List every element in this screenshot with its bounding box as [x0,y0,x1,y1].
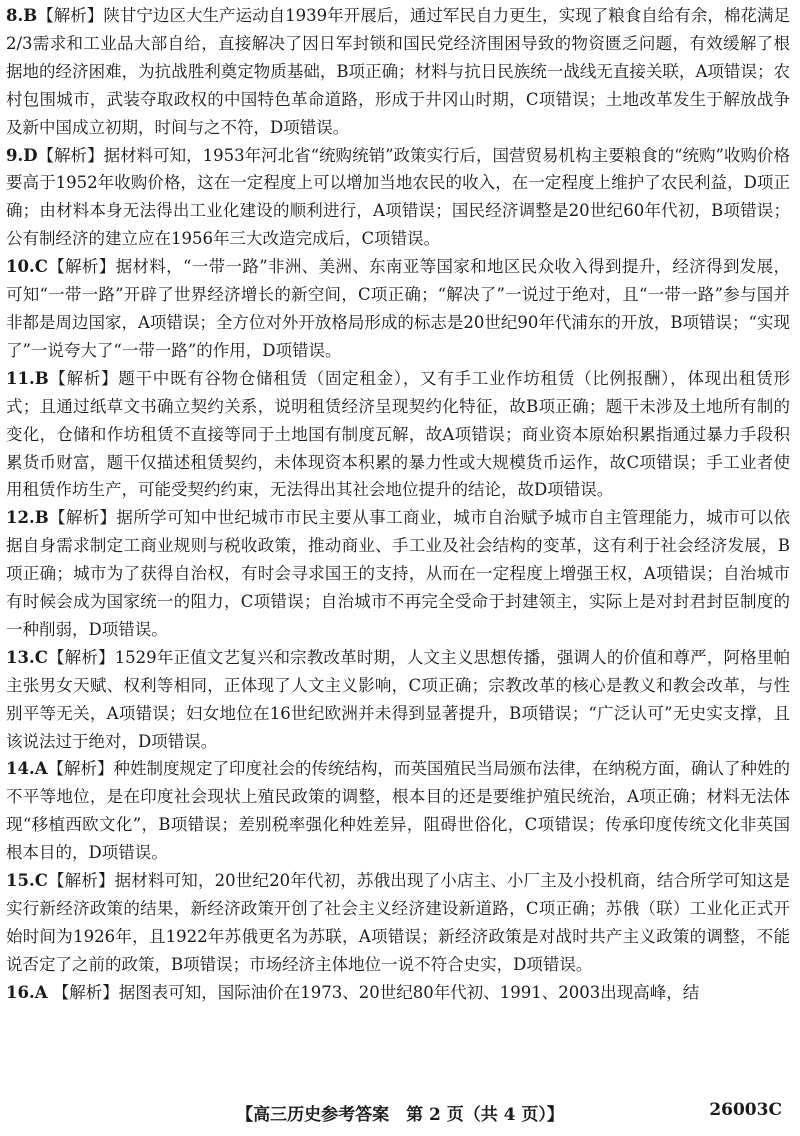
answer-item-10 [6,253,790,365]
answer-explanation: 【解析】种姓制度规定了印度社会的传统结构，而英国殖民当局颁布法律，在纳税方面，确认了种姓的不平等地位，是在印度社会现状上殖民政策的调整，根本目的还是要维护殖民统治，A项正确；材料无法体现“移植西欧文化”，B项错误；差别税率强化种姓差异，阻碍世俗化，C项错误；传承印度传统文化非英国根本目的，D项错误。 [6,759,791,863]
answer-number: 15.C [6,871,48,891]
footer-title: 【高三历史参考答案 第 2 页（共 4 页）】 [236,1105,564,1125]
answer-number: 8.B [6,6,38,25]
answer-explanation: 【解析】据图表可知，国际油价在1973、20世纪80年代初、1991、2003出现高峰，结 [47,982,700,1002]
answer-explanation: 【解析】据所学可知中世纪城市市民主要从事工商业，城市自治赋予城市自主管理能力，城市可以依据自身需求制定工商业规则与税收政策，推动商业、手工业及社会结构的变革，这有利于社会经济发展，B项正确；城市为了获得自治权，有时会寻求国王的支持，从而在一定程度上增强王权，A项错误；自治城市有时候会成为国家统一的阻力，C项错误；自治城市不再完全受命于封建领主，实际上是对封君封臣制度的一种削弱，D项错误。 [6,508,790,639]
answer-item-11 [6,365,790,505]
answer-number: 10.C [6,257,48,277]
answer-item-8 [6,2,790,142]
answer-explanation: 【解析】陕甘宁边区大生产运动自1939年开展后，通过军民自力更生，实现了粮食自给有余，棉花满足2/3需求和工业品大部自给，直接解决了因日军封锁和国民党经济围困导致的物资匮乏问题，有效缓解了根据地的经济困难，为抗战胜利奠定物质基础，B项正确；材料与抗日民族统一战线无直接关联，A项错误；农村包围城市，武装夺取政权的中国特色革命道路，形成于井冈山时期，C项错误；土地改革发生于解放战争及新中国成立初期，时间与之不符，D项错误。 [6,6,790,137]
answer-explanation: 【解析】据材料，“一带一路”非洲、美洲、东南亚等国家和地区民众收入得到提升，经济得到发展，可知“一带一路”开辟了世界经济增长的新空间，C项正确；“解决了”一说过于绝对，且“一带一路”参与国并非都是周边国家，A项错误；全方位对外开放格局形成的标志是20世纪90年代浦东的开放，B项错误；“实现了”一说夸大了“一带一路”的作用，D项错误。 [6,257,790,360]
answer-number: 12.B [6,508,49,528]
answer-item-16 [6,979,790,1007]
answer-number: 16.A [6,982,48,1002]
answer-item-14 [6,755,790,867]
answer-explanation: 【解析】据材料可知，20世纪20年代初，苏俄出现了小店主、小厂主及小投机商，结合所学可知这是实行新经济政策的结果，新经济政策开创了社会主义经济建设新道路，C项正确；苏俄（联）工业化正式开始时间为1926年，且1922年苏俄更名为苏联，A项错误；新经济政策是对战时共产主义政策的调整，不能说否定了之前的政策，B项错误；市场经济主体地位一说不符合史实，D项错误。 [6,871,790,974]
answer-explanation: 【解析】1529年正值文艺复兴和宗教改革时期，人文主义思想传播，强调人的价值和尊严，阿格里帕主张男女天赋、权利等相同，正体现了人文主义影响，C项正确；宗教改革的核心是教义和教会改革，与性别平等无关，A项错误；妇女地位在16世纪欧洲并未得到显著提升，B项错误；“广泛认可”无史实支撑，且该说法过于绝对，D项错误。 [6,647,790,751]
answer-number: 14.A [6,759,48,779]
answer-item-13 [6,644,790,756]
answer-item-12 [6,504,790,644]
answer-number: 9.D [6,145,38,165]
answer-number: 13.C [6,647,48,667]
answer-item-15 [6,867,790,979]
answer-number: 11.B [6,368,49,388]
answer-explanation: 【解析】题干中既有谷物仓储租赁（固定租金），又有手工业作坊租赁（比例报酬），体现出租赁形式；且通过纸草文书确立契约关系，说明租赁经济呈现契约化特征，故B项正确；题干未涉及土地所有制的变化，仓储和作坊租赁不直接等同于土地国有制度瓦解，故A项错误；商业资本原始积累指通过暴力手段积累货币财富，题干仅描述租赁契约，未体现资本积累的暴力性或大规模货币运作，故C项错误；手工业者使用租赁作坊生产，可能受契约约束，无法得出其社会地位提升的结论，故D项错误。 [6,368,790,500]
answer-item-9 [6,142,790,254]
page-footer [0,1096,800,1126]
footer-code: 26003C [709,1100,782,1120]
answer-explanation: 【解析】据材料可知，1953年河北省“统购统销”政策实行后，国营贸易机构主要粮食的“统购”收购价格要高于1952年收购价格，这在一定程度上可以增加当地农民的收入，在一定程度上维护了农民利益，D项正确；由材料本身无法得出工业化建设的顺利进行，A项错误；国民经济调整是20世纪60年代初，B项错误；公有制经济的建立应在1956年三大改造完成后，C项错误。 [6,145,790,249]
